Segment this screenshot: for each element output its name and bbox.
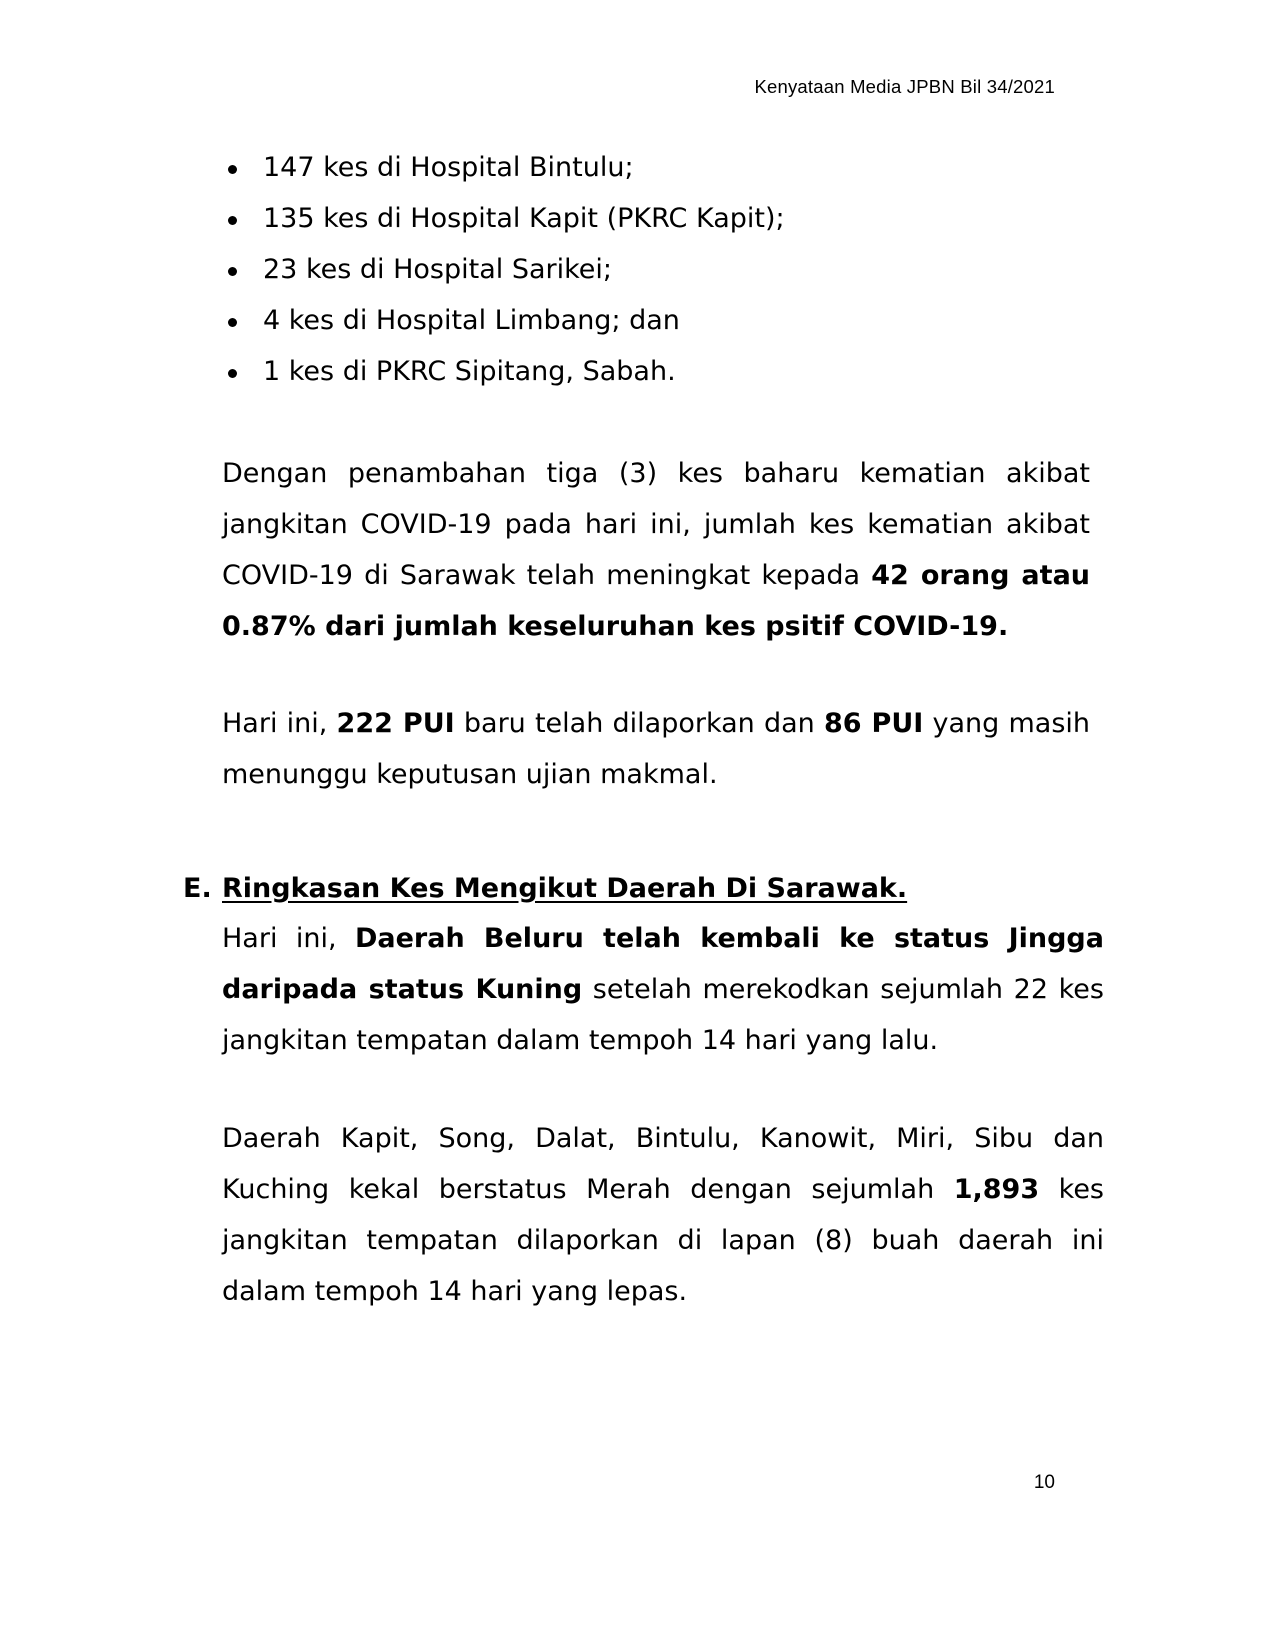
list-item [225,352,1125,403]
list-item [225,301,1125,352]
list-item [225,250,1125,301]
list-item-text: 135 kes di Hospital Kapit (PKRC Kapit); [263,203,785,234]
paragraph-text: Hari ini, [222,923,355,954]
section-letter: E. [183,873,212,904]
list-item-text: 4 kes di Hospital Limbang; dan [263,305,680,336]
list-item-text: 1 kes di PKRC Sipitang, Sabah. [263,356,676,387]
paragraph-text: baru telah dilaporkan dan [454,708,824,739]
list-item-text: 147 kes di Hospital Bintulu; [263,152,634,183]
paragraph-text: Dengan penambahan tiga (3) kes baharu kematian akibat jangkitan COVID-19 pada hari ini, jumlah kes kematian akibat COVID-19 di Sarawak telah meningkat kepada [222,458,1090,591]
paragraph-text: kes jangkitan tempatan dilaporkan di lapan (8) buah daerah ini dalam tempoh 14 hari yang lepas. [222,1174,1105,1307]
section-title: Ringkasan Kes Mengikut Daerah Di Sarawak. [222,873,908,904]
bullet-icon [228,267,237,276]
hospital-case-list [225,148,1125,403]
bullet-icon [228,165,237,174]
paragraph-bold-text: 42 orang atau 0.87% dari jumlah keseluruhan kes psitif COVID-19. [222,560,1091,642]
page-number: 10 [1033,1472,1055,1493]
red-zone-paragraph [222,1113,1104,1317]
paragraph-text: yang masih menunggu keputusan ujian makmal. [222,708,1090,790]
bullet-icon [228,318,237,327]
paragraph-bold-text: 1,893 [953,1174,1040,1205]
paragraph-bold-text: Daerah Beluru telah kembali ke status Jingga daripada status Kuning [222,923,1104,1005]
paragraph-text: Hari ini, [222,708,337,739]
list-item [225,199,1125,250]
paragraph-text: setelah merekodkan sejumlah 22 kes jangkitan tempatan dalam tempoh 14 hari yang lalu. [222,974,1104,1056]
bullet-icon [228,216,237,225]
paragraph-bold-text: 86 PUI [823,708,924,739]
section-heading [183,863,907,914]
list-item-text: 23 kes di Hospital Sarikei; [263,254,613,285]
death-cases-paragraph [222,448,1090,652]
beluru-status-paragraph [222,913,1104,1066]
pui-paragraph [222,698,1090,800]
paragraph-bold-text: 222 PUI [336,708,455,739]
list-item [225,148,1125,199]
document-header: Kenyataan Media JPBN Bil 34/2021 [754,76,1055,97]
paragraph-text: Daerah Kapit, Song, Dalat, Bintulu, Kanowit, Miri, Sibu dan Kuching kekal berstatus Merah dengan sejumlah [222,1123,1104,1205]
bullet-icon [228,369,237,378]
